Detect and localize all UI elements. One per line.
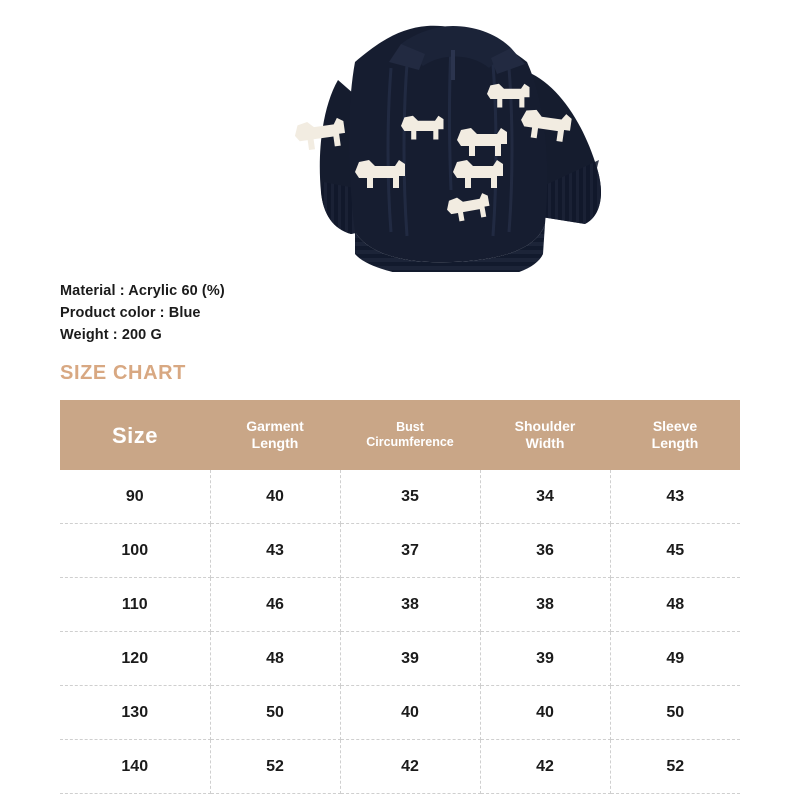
col-header-bust-line2: Circumference [366, 435, 454, 449]
cell-sleeve: 49 [610, 632, 740, 686]
cell-shoulder: 34 [480, 470, 610, 524]
col-header-size: Size [60, 400, 210, 470]
cell-sleeve: 52 [610, 740, 740, 794]
cell-shoulder: 42 [480, 740, 610, 794]
cell-garment-length: 48 [210, 632, 340, 686]
table-row [60, 686, 740, 740]
cell-size: 130 [60, 686, 210, 740]
size-chart-header [60, 400, 740, 470]
cell-shoulder: 38 [480, 578, 610, 632]
col-header-bust [340, 400, 480, 470]
cell-size: 90 [60, 470, 210, 524]
sweater-product-image [205, 10, 645, 272]
table-header-row [60, 400, 740, 470]
product-photo-area [0, 0, 800, 278]
cell-garment-length: 46 [210, 578, 340, 632]
size-chart-table-wrapper [60, 400, 740, 794]
cell-bust: 35 [340, 470, 480, 524]
cell-bust: 42 [340, 740, 480, 794]
col-header-bust-line1: Bust [396, 420, 424, 434]
cell-sleeve: 43 [610, 470, 740, 524]
cell-shoulder: 36 [480, 524, 610, 578]
table-row [60, 578, 740, 632]
cell-garment-length: 50 [210, 686, 340, 740]
cell-garment-length: 40 [210, 470, 340, 524]
col-header-shoulder-line2: Width [525, 435, 565, 451]
col-header-garment-length-line2: Length [251, 435, 299, 451]
spec-material: Material : Acrylic 60 (%) [60, 283, 225, 299]
col-header-garment-length-line1: Garment [246, 418, 304, 434]
cell-size: 120 [60, 632, 210, 686]
cell-shoulder: 40 [480, 686, 610, 740]
table-row [60, 470, 740, 524]
col-header-shoulder [480, 400, 610, 470]
col-header-sleeve-line2: Length [651, 435, 699, 451]
table-row [60, 740, 740, 794]
size-chart-title: SIZE CHART [60, 362, 186, 384]
cell-garment-length: 43 [210, 524, 340, 578]
col-header-sleeve [610, 400, 740, 470]
cell-shoulder: 39 [480, 632, 610, 686]
cell-bust: 40 [340, 686, 480, 740]
cell-sleeve: 50 [610, 686, 740, 740]
col-header-shoulder-line1: Shoulder [514, 418, 576, 434]
cell-garment-length: 52 [210, 740, 340, 794]
spec-color: Product color : Blue [60, 305, 201, 321]
cell-bust: 39 [340, 632, 480, 686]
cell-size: 140 [60, 740, 210, 794]
col-header-sleeve-line1: Sleeve [652, 418, 698, 434]
cell-size: 100 [60, 524, 210, 578]
col-header-garment-length [210, 400, 340, 470]
size-chart-body [60, 470, 740, 794]
cell-sleeve: 48 [610, 578, 740, 632]
spec-weight: Weight : 200 G [60, 327, 162, 343]
cell-size: 110 [60, 578, 210, 632]
table-row [60, 632, 740, 686]
table-row [60, 524, 740, 578]
cell-bust: 37 [340, 524, 480, 578]
product-specs [60, 280, 225, 346]
cell-sleeve: 45 [610, 524, 740, 578]
size-chart-table [60, 400, 740, 794]
cell-bust: 38 [340, 578, 480, 632]
